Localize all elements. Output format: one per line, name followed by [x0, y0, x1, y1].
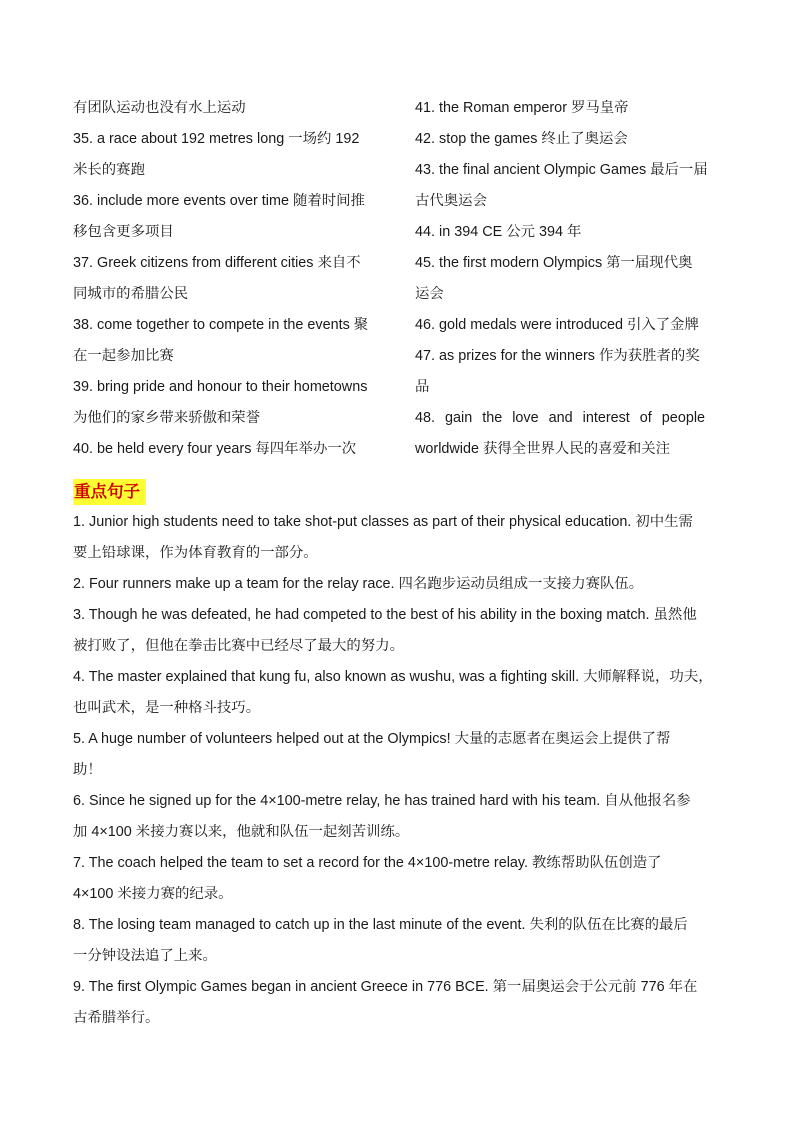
phrase-line: 为他们的家乡带来骄傲和荣誉	[73, 410, 261, 426]
phrase-line: 42. stop the games 终止了奥运会	[415, 131, 628, 147]
sentence-line: 古希腊举行。	[73, 1010, 160, 1026]
phrase-line: 品	[415, 379, 430, 395]
phrase-line: 38. come together to compete in the events 聚	[73, 317, 369, 333]
sentence-line: 8. The losing team managed to catch up in the last minute of the event. 失利的队伍在比赛的最后	[73, 917, 688, 933]
sentence-line: 9. The first Olympic Games began in ancient Greece in 776 BCE. 第一届奥运会于公元前 776 年在	[73, 979, 698, 995]
sentence-line: 要上铅球课，作为体育教育的一部分。	[73, 545, 318, 561]
phrase-line: 45. the first modern Olympics 第一届现代奥	[415, 255, 693, 271]
section-heading: 重点句子	[73, 479, 146, 505]
phrase-line: 移包含更多项目	[73, 224, 174, 240]
sentence-line: 7. The coach helped the team to set a record for the 4×100-metre relay. 教练帮助队伍创造了	[73, 855, 662, 871]
phrase-line: 运会	[415, 286, 444, 302]
phrase-line: 46. gold medals were introduced 引入了金牌	[415, 317, 699, 333]
phrase-line: 43. the final ancient Olympic Games 最后一届	[415, 162, 708, 178]
phrase-line: 35. a race about 192 metres long 一场约 192	[73, 131, 360, 147]
sentence-line: 1. Junior high students need to take shot-put classes as part of their physical education. 初中生需	[73, 514, 693, 530]
phrase-line: 36. include more events over time 随着时间推	[73, 193, 365, 209]
key-sentences	[73, 507, 733, 1034]
phrase-line: 44. in 394 CE 公元 394 年	[415, 224, 582, 240]
left-column	[73, 93, 387, 465]
phrase-line: 48. gain the love and interest of people	[415, 410, 706, 426]
sentence-line: 4×100 米接力赛的纪录。	[73, 886, 233, 902]
sentence-line: 被打败了，但他在拳击比赛中已经尽了最大的努力。	[73, 638, 404, 654]
right-column	[415, 93, 733, 465]
phrase-line: 39. bring pride and honour to their hometowns	[73, 379, 368, 395]
phrase-line: 米长的赛跑	[73, 162, 145, 178]
phrase-line: 在一起参加比赛	[73, 348, 174, 364]
phrase-line: 37. Greek citizens from different cities 来自不	[73, 255, 361, 271]
phrase-line: 40. be held every four years 每四年举办一次	[73, 441, 357, 457]
phrase-line: 有团队运动也没有水上运动	[73, 100, 246, 116]
sentence-line: 3. Though he was defeated, he had competed to the best of his ability in the boxing match. 虽然他	[73, 607, 697, 623]
phrase-line: 41. the Roman emperor 罗马皇帝	[415, 100, 629, 116]
sentence-line: 4. The master explained that kung fu, also known as wushu, was a fighting skill. 大师解释说，功夫，	[73, 669, 713, 685]
sentence-line: 2. Four runners make up a team for the relay race. 四名跑步运动员组成一支接力赛队伍。	[73, 576, 644, 592]
sentence-line: 也叫武术，是一种格斗技巧。	[73, 700, 261, 716]
sentence-line: 6. Since he signed up for the 4×100-metre relay, he has trained hard with his team. 自从他报名参	[73, 793, 691, 809]
sentence-line: 助！	[73, 762, 102, 778]
phrase-line: 47. as prizes for the winners 作为获胜者的奖	[415, 348, 700, 364]
phrase-line: 古代奥运会	[415, 193, 487, 209]
sentence-line: 5. A huge number of volunteers helped out at the Olympics! 大量的志愿者在奥运会上提供了帮	[73, 731, 671, 747]
phrase-line: 同城市的希腊公民	[73, 286, 189, 302]
sentence-line: 一分钟设法追了上来。	[73, 948, 217, 964]
phrase-line: worldwide 获得全世界人民的喜爱和关注	[415, 441, 671, 457]
sentence-line: 加 4×100 米接力赛以来，他就和队伍一起刻苦训练。	[73, 824, 410, 840]
